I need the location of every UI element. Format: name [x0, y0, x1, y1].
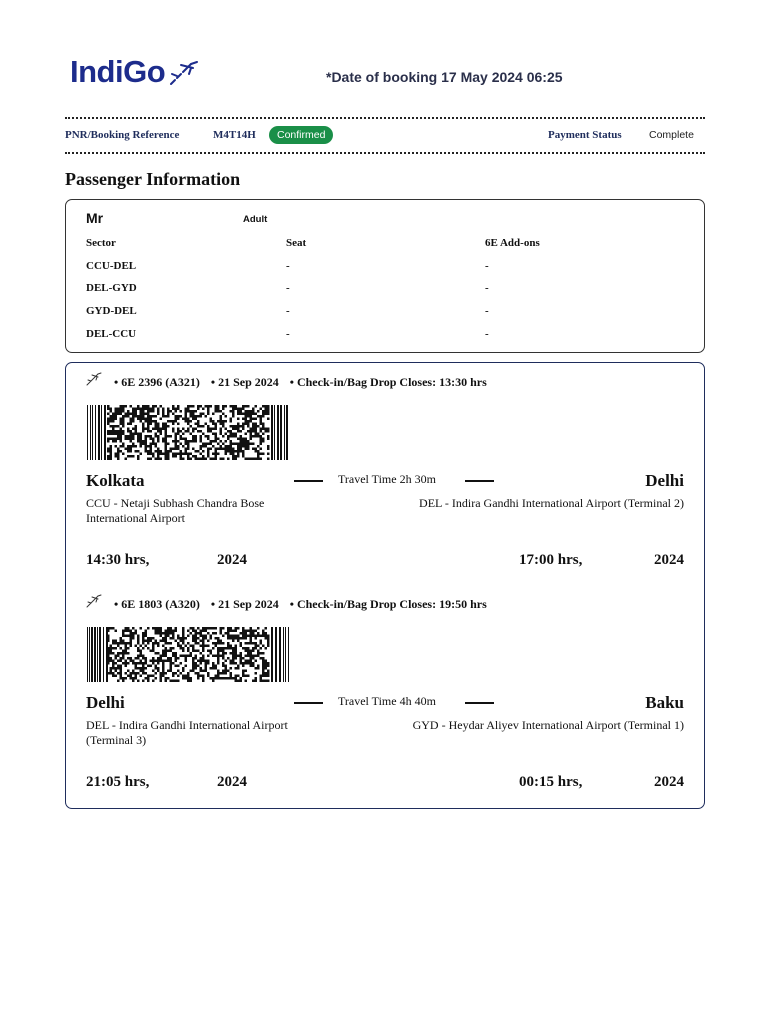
arrival-time: 00:15 hrs, [519, 774, 583, 790]
arrival-airport: GYD - Heydar Aliyev International Airport (Terminal 1) [412, 718, 684, 732]
divider-bottom [65, 152, 705, 154]
departure-time: 21:05 hrs, [86, 774, 150, 790]
seat-cell: - [286, 260, 290, 272]
departure-city: Kolkata [86, 471, 145, 490]
payment-status-label: Payment Status [548, 129, 622, 141]
flight-segment [66, 363, 704, 573]
travel-line-right [465, 702, 494, 704]
addons-cell: - [485, 260, 489, 272]
arrival-year: 2024 [654, 774, 684, 790]
sector-cell: GYD-DEL [86, 305, 137, 317]
departure-airport: DEL - Indira Gandhi International Airport (Terminal 3) [86, 718, 288, 747]
sector-cell: DEL-CCU [86, 328, 137, 340]
flight-number: • 6E 2396 (A321) [114, 375, 200, 389]
indigo-logo [70, 54, 199, 90]
departure-airport: CCU - Netaji Subhash Chandra Bose International Airport [86, 496, 265, 525]
addons-cell: - [485, 305, 489, 317]
departure-year: 2024 [217, 774, 247, 790]
seat-cell: - [286, 328, 290, 340]
barcode [87, 627, 289, 682]
indigo-plane-logo-icon [169, 60, 199, 86]
flights-card [65, 362, 705, 809]
flight-info [114, 375, 495, 390]
arrival-time: 17:00 hrs, [519, 552, 583, 568]
sector-cell: CCU-DEL [86, 260, 137, 272]
passenger-type: Adult [243, 214, 268, 225]
travel-time [294, 693, 494, 711]
column-header-seat: Seat [286, 237, 307, 249]
sector-cell: DEL-GYD [86, 282, 137, 294]
flight-date: • 21 Sep 2024 [210, 597, 279, 611]
arrival-airport: DEL - Indira Gandhi International Airport (Terminal 2) [419, 496, 684, 510]
arrival-city: Delhi [645, 471, 684, 490]
travel-time [294, 471, 494, 489]
column-header-addons: 6E Add-ons [485, 237, 540, 249]
addons-cell: - [485, 328, 489, 340]
booking-date: *Date of booking 17 May 2024 06:25 [326, 69, 563, 85]
barcode [87, 405, 289, 460]
seat-cell: - [286, 305, 290, 317]
travel-time-text: Travel Time 4h 40m [338, 694, 436, 708]
travel-time-text: Travel Time 2h 30m [338, 472, 436, 486]
passenger-section-title: Passenger Information [65, 169, 241, 189]
checkin-close: • Check-in/Bag Drop Closes: 19:50 hrs [289, 597, 487, 611]
flight-number: • 6E 1803 (A320) [114, 597, 200, 611]
departure-city: Delhi [86, 693, 125, 712]
payment-status-value: Complete [649, 129, 694, 141]
passenger-card [65, 199, 705, 353]
travel-line-left [294, 480, 323, 482]
flight-info [114, 597, 495, 612]
travel-line-left [294, 702, 323, 704]
checkin-close: • Check-in/Bag Drop Closes: 13:30 hrs [289, 375, 487, 389]
departure-time: 14:30 hrs, [86, 552, 150, 568]
divider-top [65, 117, 705, 119]
logo-text: IndiGo [70, 54, 166, 89]
passenger-name: Mr [86, 210, 104, 226]
plane-icon [86, 594, 102, 608]
status-badge: Confirmed [269, 126, 333, 144]
arrival-year: 2024 [654, 552, 684, 568]
departure-year: 2024 [217, 552, 247, 568]
plane-icon [86, 372, 102, 386]
pnr-value: M4T14H [213, 129, 256, 141]
column-header-sector: Sector [86, 237, 116, 249]
flight-date: • 21 Sep 2024 [210, 375, 279, 389]
pnr-row [65, 125, 705, 147]
arrival-city: Baku [645, 693, 684, 712]
travel-line-right [465, 480, 494, 482]
pnr-label: PNR/Booking Reference [65, 129, 180, 141]
flight-segment [66, 585, 704, 795]
seat-cell: - [286, 282, 290, 294]
addons-cell: - [485, 282, 489, 294]
